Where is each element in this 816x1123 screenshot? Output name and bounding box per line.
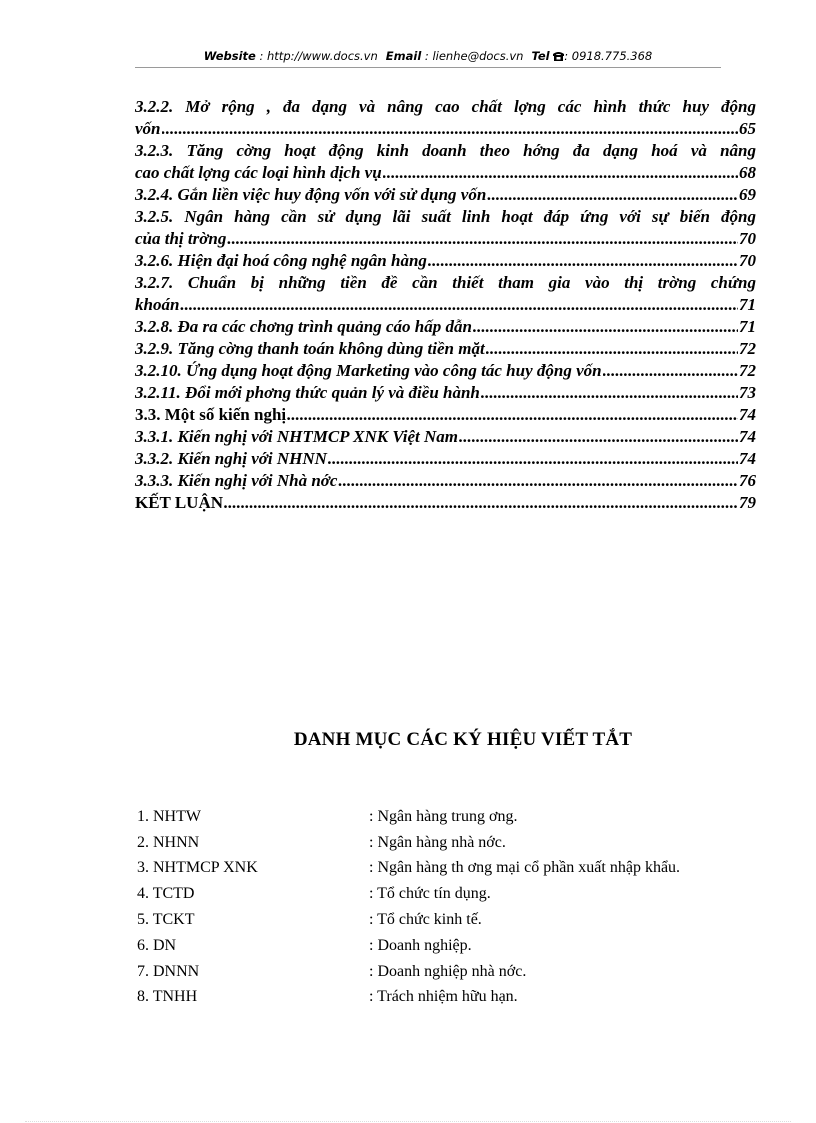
abbreviation-row <box>137 881 757 907</box>
toc-page-number: 74 <box>739 405 756 424</box>
abbreviation-definition: : Doanh nghiệp nhà nớc. <box>369 962 527 980</box>
toc-leader-dots <box>338 470 738 492</box>
toc-entry-title: 3.3.2. Kiến nghị với NHNN <box>135 449 327 468</box>
toc-page-number: 69 <box>739 185 756 204</box>
abbreviation-code: 8. TNHH <box>137 988 198 1006</box>
abbreviation-row <box>137 933 757 959</box>
abbreviations-title: DANH MỤC CÁC KÝ HIỆU VIẾT TẮT <box>293 729 633 750</box>
toc-entry-title: 3.2.4. Gắn liền việc huy động vốn với sử dụng vốn <box>135 185 487 204</box>
toc-leader-dots <box>328 448 738 470</box>
abbreviation-definition: : Doanh nghiệp. <box>369 936 472 954</box>
bottom-rule <box>25 1121 791 1122</box>
toc-page-number: 74 <box>739 427 756 446</box>
toc-entry-title: 3.3.1. Kiến nghị với NHTMCP XNK Việt Nam <box>135 427 459 446</box>
toc-entry-title-continued: khoán <box>135 295 180 314</box>
abbreviation-row <box>137 804 757 830</box>
toc-leader-dots <box>603 360 738 382</box>
toc-entry-title: 3.2.8. Đa ra các chơng trình quảng cáo hấp dẫn <box>135 317 472 336</box>
toc-entry[interactable] <box>135 426 756 448</box>
abbreviation-code: 4. TCTD <box>137 885 195 903</box>
abbreviation-definition: : Tổ chức kinh tế. <box>369 911 482 929</box>
toc-page-number: 72 <box>739 339 756 358</box>
toc-entry-title-continued: vốn <box>135 119 161 138</box>
table-of-contents <box>135 96 756 514</box>
abbreviation-definition: : Ngân hàng trung ơng. <box>369 807 518 825</box>
toc-leader-dots <box>428 250 738 272</box>
abbreviation-code: 5. TCKT <box>137 911 195 929</box>
toc-entry[interactable] <box>135 470 756 492</box>
abbreviation-code: 1. NHTW <box>137 807 201 825</box>
abbreviation-code: 6. DN <box>137 936 177 954</box>
toc-entry-title: 3.2.9. Tăng cờng thanh toán không dùng tiền mặt <box>135 339 485 358</box>
toc-entry[interactable] <box>135 360 756 382</box>
toc-entry-title: 3.2.11. Đổi mới phơng thức quản lý và điều hành <box>135 383 480 402</box>
page-header <box>135 49 721 63</box>
toc-page-number: 71 <box>739 295 756 314</box>
website-label: Website <box>203 49 256 63</box>
abbreviation-row <box>137 907 757 933</box>
toc-entry[interactable] <box>135 250 756 272</box>
tel-number: : 0918.775.368 <box>564 49 653 63</box>
toc-page-number: 73 <box>739 383 756 402</box>
toc-entry[interactable] <box>135 338 756 360</box>
website-url: : http://www.docs.vn <box>255 49 378 63</box>
toc-leader-dots <box>180 294 738 316</box>
toc-entry-title: 3.2.2. Mở rộng , đa dạng và nâng cao chất lợng các hình thức huy động <box>135 97 756 116</box>
toc-entry-title: KẾT LUẬN <box>135 493 224 512</box>
toc-leader-dots <box>227 228 738 250</box>
toc-entry[interactable] <box>135 96 756 140</box>
toc-page-number: 70 <box>739 251 756 270</box>
toc-leader-dots <box>481 382 738 404</box>
toc-page-number: 70 <box>739 229 756 248</box>
toc-leader-dots <box>383 162 738 184</box>
toc-entry[interactable] <box>135 404 756 426</box>
toc-page-number: 74 <box>739 449 756 468</box>
toc-entry[interactable] <box>135 140 756 184</box>
toc-leader-dots <box>459 426 738 448</box>
toc-entry-title: 3.3.3. Kiến nghị với Nhà nớc <box>135 471 338 490</box>
toc-entry-title: 3.2.10. Ứng dụng hoạt động Marketing vào công tác huy động vốn <box>135 361 602 380</box>
abbreviation-code: 3. NHTMCP XNK <box>137 859 258 877</box>
toc-leader-dots <box>162 118 739 140</box>
toc-leader-dots <box>473 316 738 338</box>
toc-entry-title: 3.3. Một số kiến nghị <box>135 405 287 424</box>
toc-entry[interactable] <box>135 382 756 404</box>
toc-entry-title: 3.2.6. Hiện đại hoá công nghệ ngân hàng <box>135 251 427 270</box>
toc-entry[interactable] <box>135 316 756 338</box>
toc-entry[interactable] <box>135 206 756 250</box>
toc-entry-title: 3.2.3. Tăng cờng hoạt động kinh doanh theo hớng đa dạng hoá và nâng <box>135 141 756 160</box>
toc-page-number: 68 <box>739 163 756 182</box>
telephone-icon <box>553 49 564 63</box>
toc-page-number: 76 <box>739 471 756 490</box>
toc-leader-dots <box>287 404 738 426</box>
abbreviation-definition: : Ngân hàng th ơng mại cổ phần xuất nhập khẩu. <box>369 859 681 877</box>
toc-entry[interactable] <box>135 184 756 206</box>
toc-entry-title: 3.2.5. Ngân hàng cần sử dụng lãi suất linh hoạt đáp ứng với sự biến động <box>135 207 756 226</box>
toc-page-number: 79 <box>739 493 756 512</box>
abbreviation-row <box>137 830 757 856</box>
toc-page-number: 72 <box>739 361 756 380</box>
toc-leader-dots <box>224 492 738 514</box>
email-label: Email <box>385 49 422 63</box>
toc-entry[interactable] <box>135 492 756 514</box>
toc-entry-title-continued: của thị trờng <box>135 229 227 248</box>
header-rule <box>135 67 721 68</box>
abbreviation-row <box>137 985 757 1011</box>
abbreviation-code: 2. NHNN <box>137 833 200 851</box>
toc-page-number: 71 <box>739 317 756 336</box>
tel-label: Tel <box>531 49 550 63</box>
email-address: : lienhe@docs.vn <box>421 49 524 63</box>
abbreviation-row <box>137 856 757 882</box>
abbreviation-definition: : Trách nhiệm hữu hạn. <box>369 988 518 1006</box>
toc-entry[interactable] <box>135 448 756 470</box>
toc-entry[interactable] <box>135 272 756 316</box>
abbreviations-list <box>137 804 757 1010</box>
toc-leader-dots <box>487 184 738 206</box>
toc-entry-title: 3.2.7. Chuẩn bị những tiền đề cần thiết tham gia vào thị trờng chứng <box>135 273 756 292</box>
toc-page-number: 65 <box>739 119 756 138</box>
toc-leader-dots <box>486 338 738 360</box>
toc-entry-title-continued: cao chất lợng các loại hình dịch vụ <box>135 163 382 182</box>
abbreviation-code: 7. DNNN <box>137 962 200 980</box>
abbreviation-definition: : Ngân hàng nhà nớc. <box>369 833 506 851</box>
abbreviation-definition: : Tổ chức tín dụng. <box>369 885 491 903</box>
abbreviation-row <box>137 959 757 985</box>
